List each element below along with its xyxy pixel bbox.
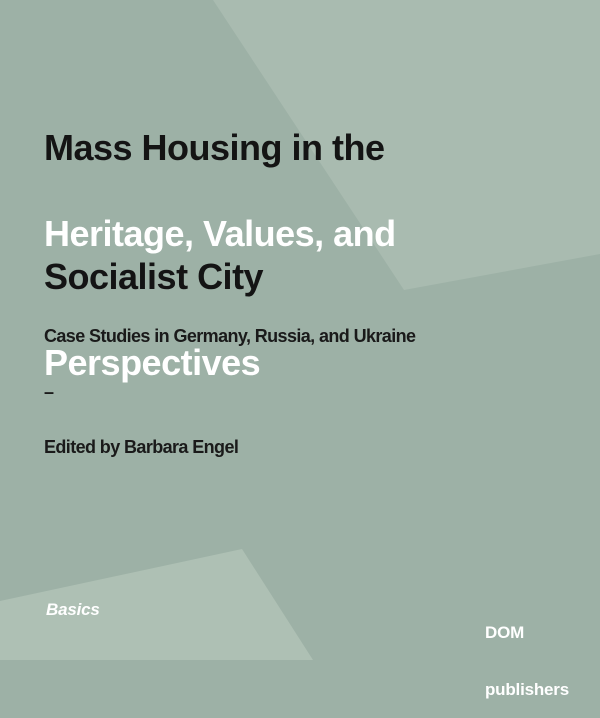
series-label: Basics (46, 600, 100, 619)
publisher-name-line2: publishers (485, 680, 569, 699)
publisher-name-line1: DOM (485, 623, 525, 642)
book-title-line1: Mass Housing in the (44, 127, 385, 168)
case-studies-line: Case Studies in Germany, Russia, and Ukraine (44, 326, 416, 346)
book-title-line2: Socialist City (44, 256, 264, 297)
book-subtitle-line1: Heritage, Values, and (44, 213, 396, 254)
separator-dash: – (44, 381, 54, 402)
book-subtitle-line2: Perspectives (44, 342, 261, 383)
editor-line: Edited by Barbara Engel (44, 437, 239, 457)
publisher-logo (485, 585, 569, 718)
edition-info (44, 290, 415, 475)
